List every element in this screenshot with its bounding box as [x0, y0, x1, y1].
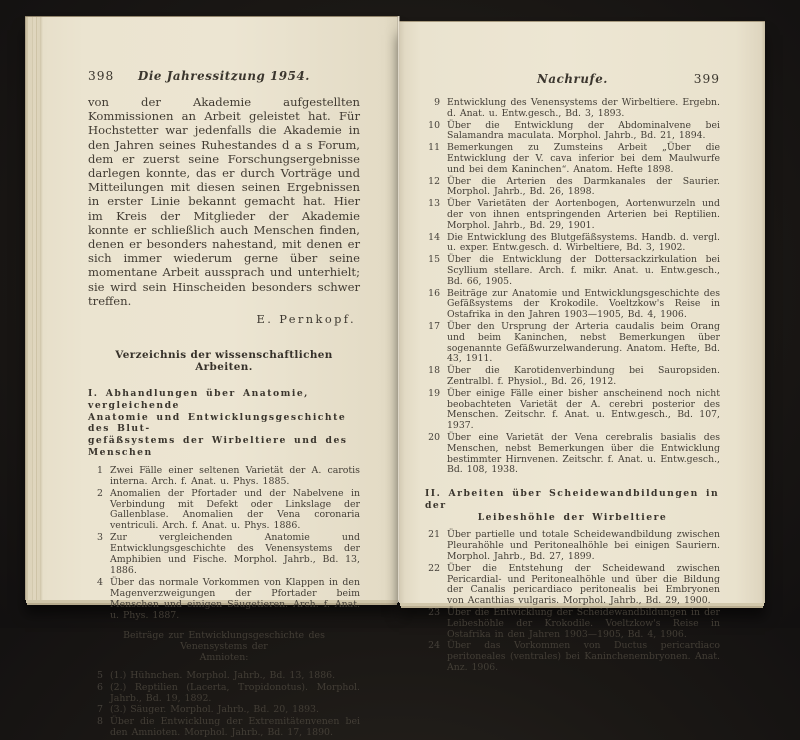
bibliography-item — [425, 177, 720, 199]
bibliography-item — [425, 433, 720, 476]
item-text: (3.) Säuger. Morphol. Jahrb., Bd. 20, 1893. — [110, 704, 320, 716]
item-text: Über das Vorkommen von Ductus pericardiaco peritoneales (ventrales) bei Kaninchenembryonen. Anat. Anz. 1906. — [447, 640, 720, 674]
item-number: 13 — [428, 198, 440, 210]
bibliography-list-2 — [88, 671, 360, 739]
bibliography-item — [425, 530, 720, 562]
bibliography-item — [425, 98, 720, 120]
item-number: 14 — [428, 231, 440, 243]
item-number: 19 — [428, 387, 440, 399]
bibliography-item — [425, 143, 720, 175]
bibliography-item — [425, 608, 720, 640]
item-text: Über die Arterien des Darmkanales der Saurier. Morphol. Jahrb., Bd. 26, 1898. — [447, 175, 720, 198]
bibliography-item — [425, 322, 720, 365]
page-stack-edge — [27, 17, 40, 600]
item-text: Anomalien der Pfortader und der Nabelvene in Verbindung mit Defekt oder Linkslage der Gallenblase. Anomalien der Vena coronaria ventriculi. Arch. f. Anat. u. Phys. 1886. — [110, 487, 360, 532]
bibliography-item — [88, 578, 360, 622]
item-text: Über die Entwicklung der Scheidewandbildungen in der Leibeshöhle der Krokodile. Voeltzkow's Reise in Ostafrika in den Jahren 1903—1905, Bd. 4, 1906. — [447, 607, 720, 640]
bibliography-list-1 — [88, 466, 360, 622]
item-number: 17 — [428, 320, 440, 332]
obituary-paragraph: von der Akademie aufgestellten Kommissionen an Arbeit geleistet hat. Für Hochstetter war jedenfalls die Akademie in den Jahren seines Ruhestandes d a s Forum, dem er zuerst seine Forschungsergebnisse darlegen konnte, das er durch Vorträge und Mitteilungen mit diesen seinen Ergebnissen in erster Linie bekannt gemacht hat. Hier im Kreis der Mitglieder der Akademie konnte er schließlich auch Menschen finden, denen er besonders nahestand, mit denen er sich immer wiederum gerne über seine momentane Arbeit aussprach und unterhielt; sie wird sein Hinscheiden besonders schwer treffen. — [88, 95, 360, 308]
item-text: Zur vergleichenden Anatomie und Entwicklungsgeschichte des Venensystems der Amphibien und Fische. Morphol. Jahrb., Bd. 13, 1886. — [110, 532, 360, 576]
item-number: 22 — [428, 562, 440, 574]
bibliography-item — [425, 233, 720, 255]
item-text: Beiträge zur Anatomie und Entwicklungsgeschichte des Gefäßsystems der Krokodile. Voeltzkow's Reise in Ostafrika in den Jahren 1903—1905, Bd. 4, 1906. — [447, 287, 720, 321]
bibliography-item — [425, 564, 720, 607]
section-2-heading — [425, 488, 720, 523]
item-number: 1 — [97, 464, 103, 476]
item-number: 4 — [97, 576, 103, 588]
bibliography-list-4 — [425, 530, 720, 673]
bibliography-item — [88, 489, 360, 533]
item-text: Über die Entwicklung der Dottersackzirkulation bei Scyllium stellare. Arch. f. mikr. Anat. u. Entw.gesch., Bd. 66, 1905. — [447, 254, 720, 287]
bibliography-item — [88, 705, 360, 716]
item-text: Bemerkungen zu Zumsteins Arbeit „Über die Entwicklung der V. cava inferior bei dem Maulwurfe und bei dem Kaninchen“. Anatom. Hefte 1898. — [447, 142, 720, 175]
item-text: Über die Entwicklung der Abdominalvene bei Salamandra maculata. Morphol. Jahrb., Bd. 21, 1894. — [447, 119, 720, 142]
item-text: Entwicklung des Venensystems der Wirbeltiere. Ergebn. d. Anat. u. Entw.gesch., Bd. 3, 1893. — [447, 97, 720, 119]
item-number: 16 — [428, 287, 440, 299]
bibliography-item — [425, 255, 720, 287]
item-number: 10 — [428, 119, 440, 131]
author-signature: E. Pernkopf. — [256, 312, 356, 327]
section-heading-line: I. Abhandlungen über Anatomie, vergleichende — [88, 388, 309, 411]
item-number: 6 — [97, 681, 103, 693]
bibliography-item — [425, 289, 720, 321]
item-text: Die Entwicklung des Blutgefäßsystems. Handb. d. vergl. u. exper. Entw.gesch. d. Wirbeltiere, Bd. 3, 1902. — [447, 231, 720, 254]
left-running-head-row — [88, 69, 360, 85]
item-text: Über die Entwicklung der Extremitätenvenen bei den Amnioten. Morphol. Jahrb., Bd. 17, 1890. — [110, 716, 360, 739]
item-text: Über die Karotidenverbindung bei Sauropsiden. Zentralbl. f. Physiol., Bd. 26, 1912. — [447, 365, 720, 387]
bibliography-item — [425, 641, 720, 673]
item-number: 9 — [434, 97, 440, 108]
subheading-line: Amnioten: — [199, 652, 249, 664]
running-head-left: Die Jahressitzung 1954. — [137, 69, 310, 83]
bibliography-item — [88, 717, 360, 739]
item-number: 21 — [428, 529, 440, 541]
venensystem-subheading — [88, 630, 360, 664]
book-fold-crease — [397, 16, 400, 602]
item-text: Über den Ursprung der Arteria caudalis beim Orang und beim Kaninchen, nebst Bemerkungen über sogenannte Gefäßwurzelwanderung. Anatom. Hefte, Bd. 43, 1911. — [447, 320, 720, 365]
bibliography-list-3 — [425, 98, 720, 476]
right-running-head-row — [425, 72, 720, 88]
item-text: Über partielle und totale Scheidewandbildung zwischen Pleurahöhle und Peritonealhöhle bei einigen Sauriern. Morphol. Jahrb., Bd. 27, 1899. — [447, 529, 720, 563]
item-number: 8 — [97, 716, 103, 728]
item-text: Zwei Fälle einer seltenen Varietät der A. carotis interna. Arch. f. Anat. u. Phys. 1885. — [110, 464, 360, 487]
item-number: 15 — [428, 254, 440, 266]
item-text: Über Varietäten der Aortenbogen, Aortenwurzeln und der von ihnen entspringenden Arterien bei Reptilien. Morphol. Jahrb., Bd. 29, 1901. — [447, 198, 720, 231]
right-page-content — [425, 72, 720, 675]
bibliography-item — [425, 389, 720, 432]
running-head-right: Nachrufe. — [536, 72, 609, 86]
section-1-heading — [88, 388, 360, 459]
item-text: Über das normale Vorkommen von Klappen in den Magenverzweigungen der Pfortader beim Menschen und einigen Säugetieren. Arch. f. Anat. u. Phys. 1887. — [110, 576, 360, 621]
works-list-title: Verzeichnis der wissenschaftlichen Arbeiten. — [115, 349, 333, 374]
section-heading-line: Anatomie und Entwicklungsgeschichte des Blut- — [88, 411, 347, 435]
page-number-right: 399 — [693, 72, 720, 86]
item-number: 5 — [97, 669, 103, 681]
item-number: 23 — [428, 607, 440, 619]
section-heading-line: Leibeshöhle der Wirbeltiere — [477, 511, 668, 523]
item-number: 2 — [97, 487, 103, 499]
left-page-content — [88, 69, 360, 740]
item-text: Über die Entstehung der Scheidewand zwischen Pericardial- und Peritonealhöhle und über die Bildung der Canalis pericardiaco peritonealis bei Embryonen von Acanthias vulgaris. Morphol. Jahrb., Bd. 29, 1900. — [447, 562, 720, 607]
item-number: 24 — [428, 640, 440, 652]
bibliography-item — [425, 199, 720, 231]
bibliography-item — [88, 466, 360, 488]
item-number: 12 — [428, 175, 440, 187]
bibliography-item — [425, 366, 720, 388]
subheading-line: Beiträge zur Entwicklungsgeschichte des Venensystems der — [123, 629, 325, 652]
book-page-right — [399, 21, 765, 674]
item-text: (2.) Reptilien (Lacerta, Tropidonotus). Morphol. Jahrb., Bd. 19, 1892. — [110, 681, 360, 704]
bibliography-item — [88, 683, 360, 705]
item-text: Über eine Varietät der Vena cerebralis basialis des Menschen, nebst Bemerkungen über die Entwicklung bestimmter Hirnvenen. Zeitschr. f. Anat. u. Entw.gesch., Bd. 108, 1938. — [447, 431, 720, 476]
item-text: (1.) Hühnchen. Morphol. Jahrb., Bd. 13, 1886. — [110, 669, 336, 681]
page-number-left: 398 — [88, 69, 115, 83]
section-heading-line: gefäßsystems der Wirbeltiere und des Menschen — [88, 435, 348, 459]
section-heading-line: II. Arbeiten über Scheidewandbildungen in der — [425, 488, 720, 511]
bibliography-item — [88, 671, 360, 682]
bibliography-item — [425, 121, 720, 143]
bibliography-item — [88, 533, 360, 577]
item-number: 20 — [428, 431, 440, 443]
item-number: 3 — [97, 532, 103, 544]
item-number: 18 — [428, 365, 440, 377]
item-number: 7 — [97, 704, 103, 716]
item-text: Über einige Fälle einer bisher anscheinend noch nicht beobachteten Varietät der A. cerebri posterior des Menschen. Zeitschr. f. Anat. u. Entw.gesch., Bd. 107, 1937. — [447, 387, 720, 432]
item-number: 11 — [428, 142, 440, 154]
book-page-left — [25, 16, 399, 739]
